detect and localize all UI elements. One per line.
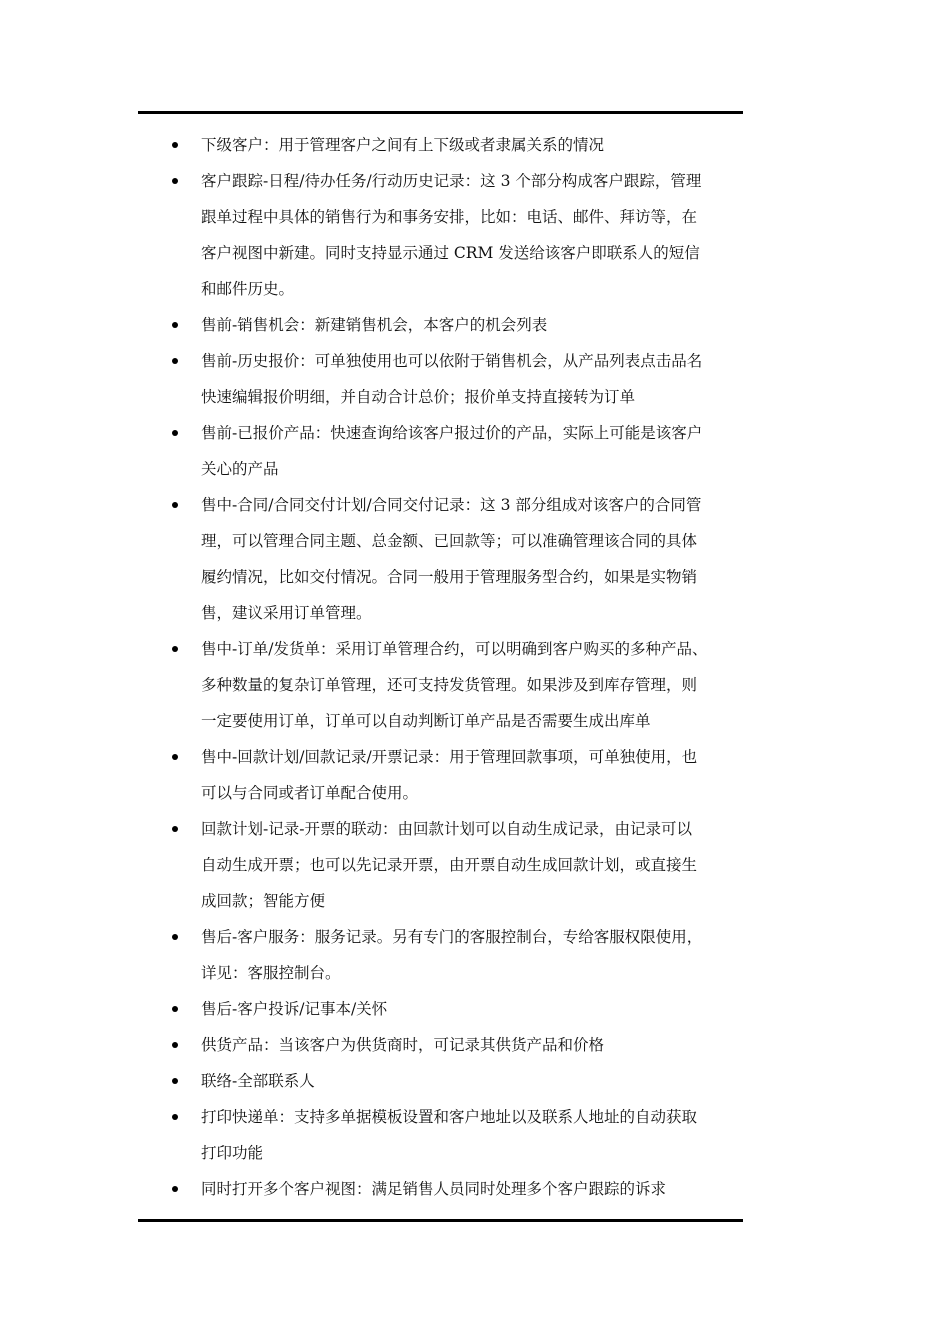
list-item-text-line: 售后-客户服务：服务记录。另有专门的客服控制台，专给客服权限使用， xyxy=(201,928,703,946)
list-item-text-line: 售中-订单/发货单：采用订单管理合约，可以明确到客户购买的多种产品、 xyxy=(201,640,708,658)
list-item-text-line: 自动生成开票；也可以先记录开票，由开票自动生成回款计划，或直接生 xyxy=(201,856,698,874)
list-item-text-line: 同时打开多个客户视图：满足销售人员同时处理多个客户跟踪的诉求 xyxy=(201,1180,667,1198)
bullet-icon xyxy=(172,754,178,760)
list-item-text-line: 售中-合同/合同交付计划/合同交付记录：这 3 部分组成对该客户的合同管 xyxy=(201,496,702,514)
list-item-text-line: 关心的产品 xyxy=(201,460,279,478)
bullet-icon xyxy=(172,358,178,364)
list-item-text-line: 打印快递单：支持多单据模板设置和客户地址以及联系人地址的自动获取 xyxy=(201,1108,698,1126)
list-item-text-line: 售后-客户投诉/记事本/关怀 xyxy=(201,1000,388,1018)
list-item-text-line: 可以与合同或者订单配合使用。 xyxy=(201,784,419,802)
list-item-text-line: 详见：客服控制台。 xyxy=(201,964,341,982)
list-item-text-line: 售前-已报价产品：快速查询给该客户报过价的产品，实际上可能是该客户 xyxy=(201,424,703,442)
bullet-icon xyxy=(172,1006,178,1012)
list-item xyxy=(0,163,950,307)
list-item-text-line: 下级客户：用于管理客户之间有上下级或者隶属关系的情况 xyxy=(201,136,605,154)
list-item xyxy=(0,1063,950,1099)
list-item-text-line: 理，可以管理合同主题、总金额、已回款等；可以准确管理该合同的具体 xyxy=(201,532,698,550)
list-item xyxy=(0,415,950,487)
list-item xyxy=(0,991,950,1027)
bullet-icon xyxy=(172,934,178,940)
bullet-icon xyxy=(172,1042,178,1048)
list-item-text-line: 供货产品：当该客户为供货商时，可记录其供货产品和价格 xyxy=(201,1036,605,1054)
list-item xyxy=(0,1099,950,1171)
bottom-rule xyxy=(138,1219,743,1222)
bullet-icon xyxy=(172,646,178,652)
bullet-icon xyxy=(172,1186,178,1192)
bullet-icon xyxy=(172,1114,178,1120)
bullet-icon xyxy=(172,1078,178,1084)
list-item-text-line: 售，建议采用订单管理。 xyxy=(201,604,372,622)
list-item-text-line: 联络-全部联系人 xyxy=(201,1072,315,1090)
list-item-text-line: 客户视图中新建。同时支持显示通过 CRM 发送给该客户即联系人的短信 xyxy=(201,244,700,262)
list-item xyxy=(0,307,950,343)
list-item-text-line: 跟单过程中具体的销售行为和事务安排，比如：电话、邮件、拜访等，在 xyxy=(201,208,698,226)
list-item xyxy=(0,811,950,919)
bullet-icon xyxy=(172,142,178,148)
list-item xyxy=(0,631,950,739)
list-item xyxy=(0,343,950,415)
top-rule xyxy=(138,111,743,114)
list-item-text-line: 回款计划-记录-开票的联动：由回款计划可以自动生成记录，由记录可以 xyxy=(201,820,692,838)
list-item xyxy=(0,1171,950,1207)
bullet-icon xyxy=(172,178,178,184)
list-item-text-line: 快速编辑报价明细，并自动合计总价；报价单支持直接转为订单 xyxy=(201,388,636,406)
list-item xyxy=(0,487,950,631)
list-item-text-line: 售前-历史报价：可单独使用也可以依附于销售机会，从产品列表点击品名 xyxy=(201,352,703,370)
list-item xyxy=(0,127,950,163)
feature-list xyxy=(0,127,950,1207)
bullet-icon xyxy=(172,826,178,832)
list-item-text-line: 客户跟踪-日程/待办任务/行动历史记录：这 3 个部分构成客户跟踪，管理 xyxy=(201,172,702,190)
list-item xyxy=(0,1027,950,1063)
list-item-text-line: 打印功能 xyxy=(201,1144,264,1162)
list-item-text-line: 和邮件历史。 xyxy=(201,280,295,298)
bullet-icon xyxy=(172,430,178,436)
list-item-text-line: 一定要使用订单，订单可以自动判断订单产品是否需要生成出库单 xyxy=(201,712,651,730)
list-item xyxy=(0,919,950,991)
list-item-text-line: 多种数量的复杂订单管理，还可支持发货管理。如果涉及到库存管理，则 xyxy=(201,676,698,694)
bullet-icon xyxy=(172,322,178,328)
list-item-text-line: 履约情况，比如交付情况。合同一般用于管理服务型合约，如果是实物销 xyxy=(201,568,698,586)
bullet-icon xyxy=(172,502,178,508)
list-item xyxy=(0,739,950,811)
list-item-text-line: 成回款；智能方便 xyxy=(201,892,326,910)
list-item-text-line: 售中-回款计划/回款记录/开票记录：用于管理回款事项，可单独使用，也 xyxy=(201,748,698,766)
list-item-text-line: 售前-销售机会：新建销售机会，本客户的机会列表 xyxy=(201,316,548,334)
